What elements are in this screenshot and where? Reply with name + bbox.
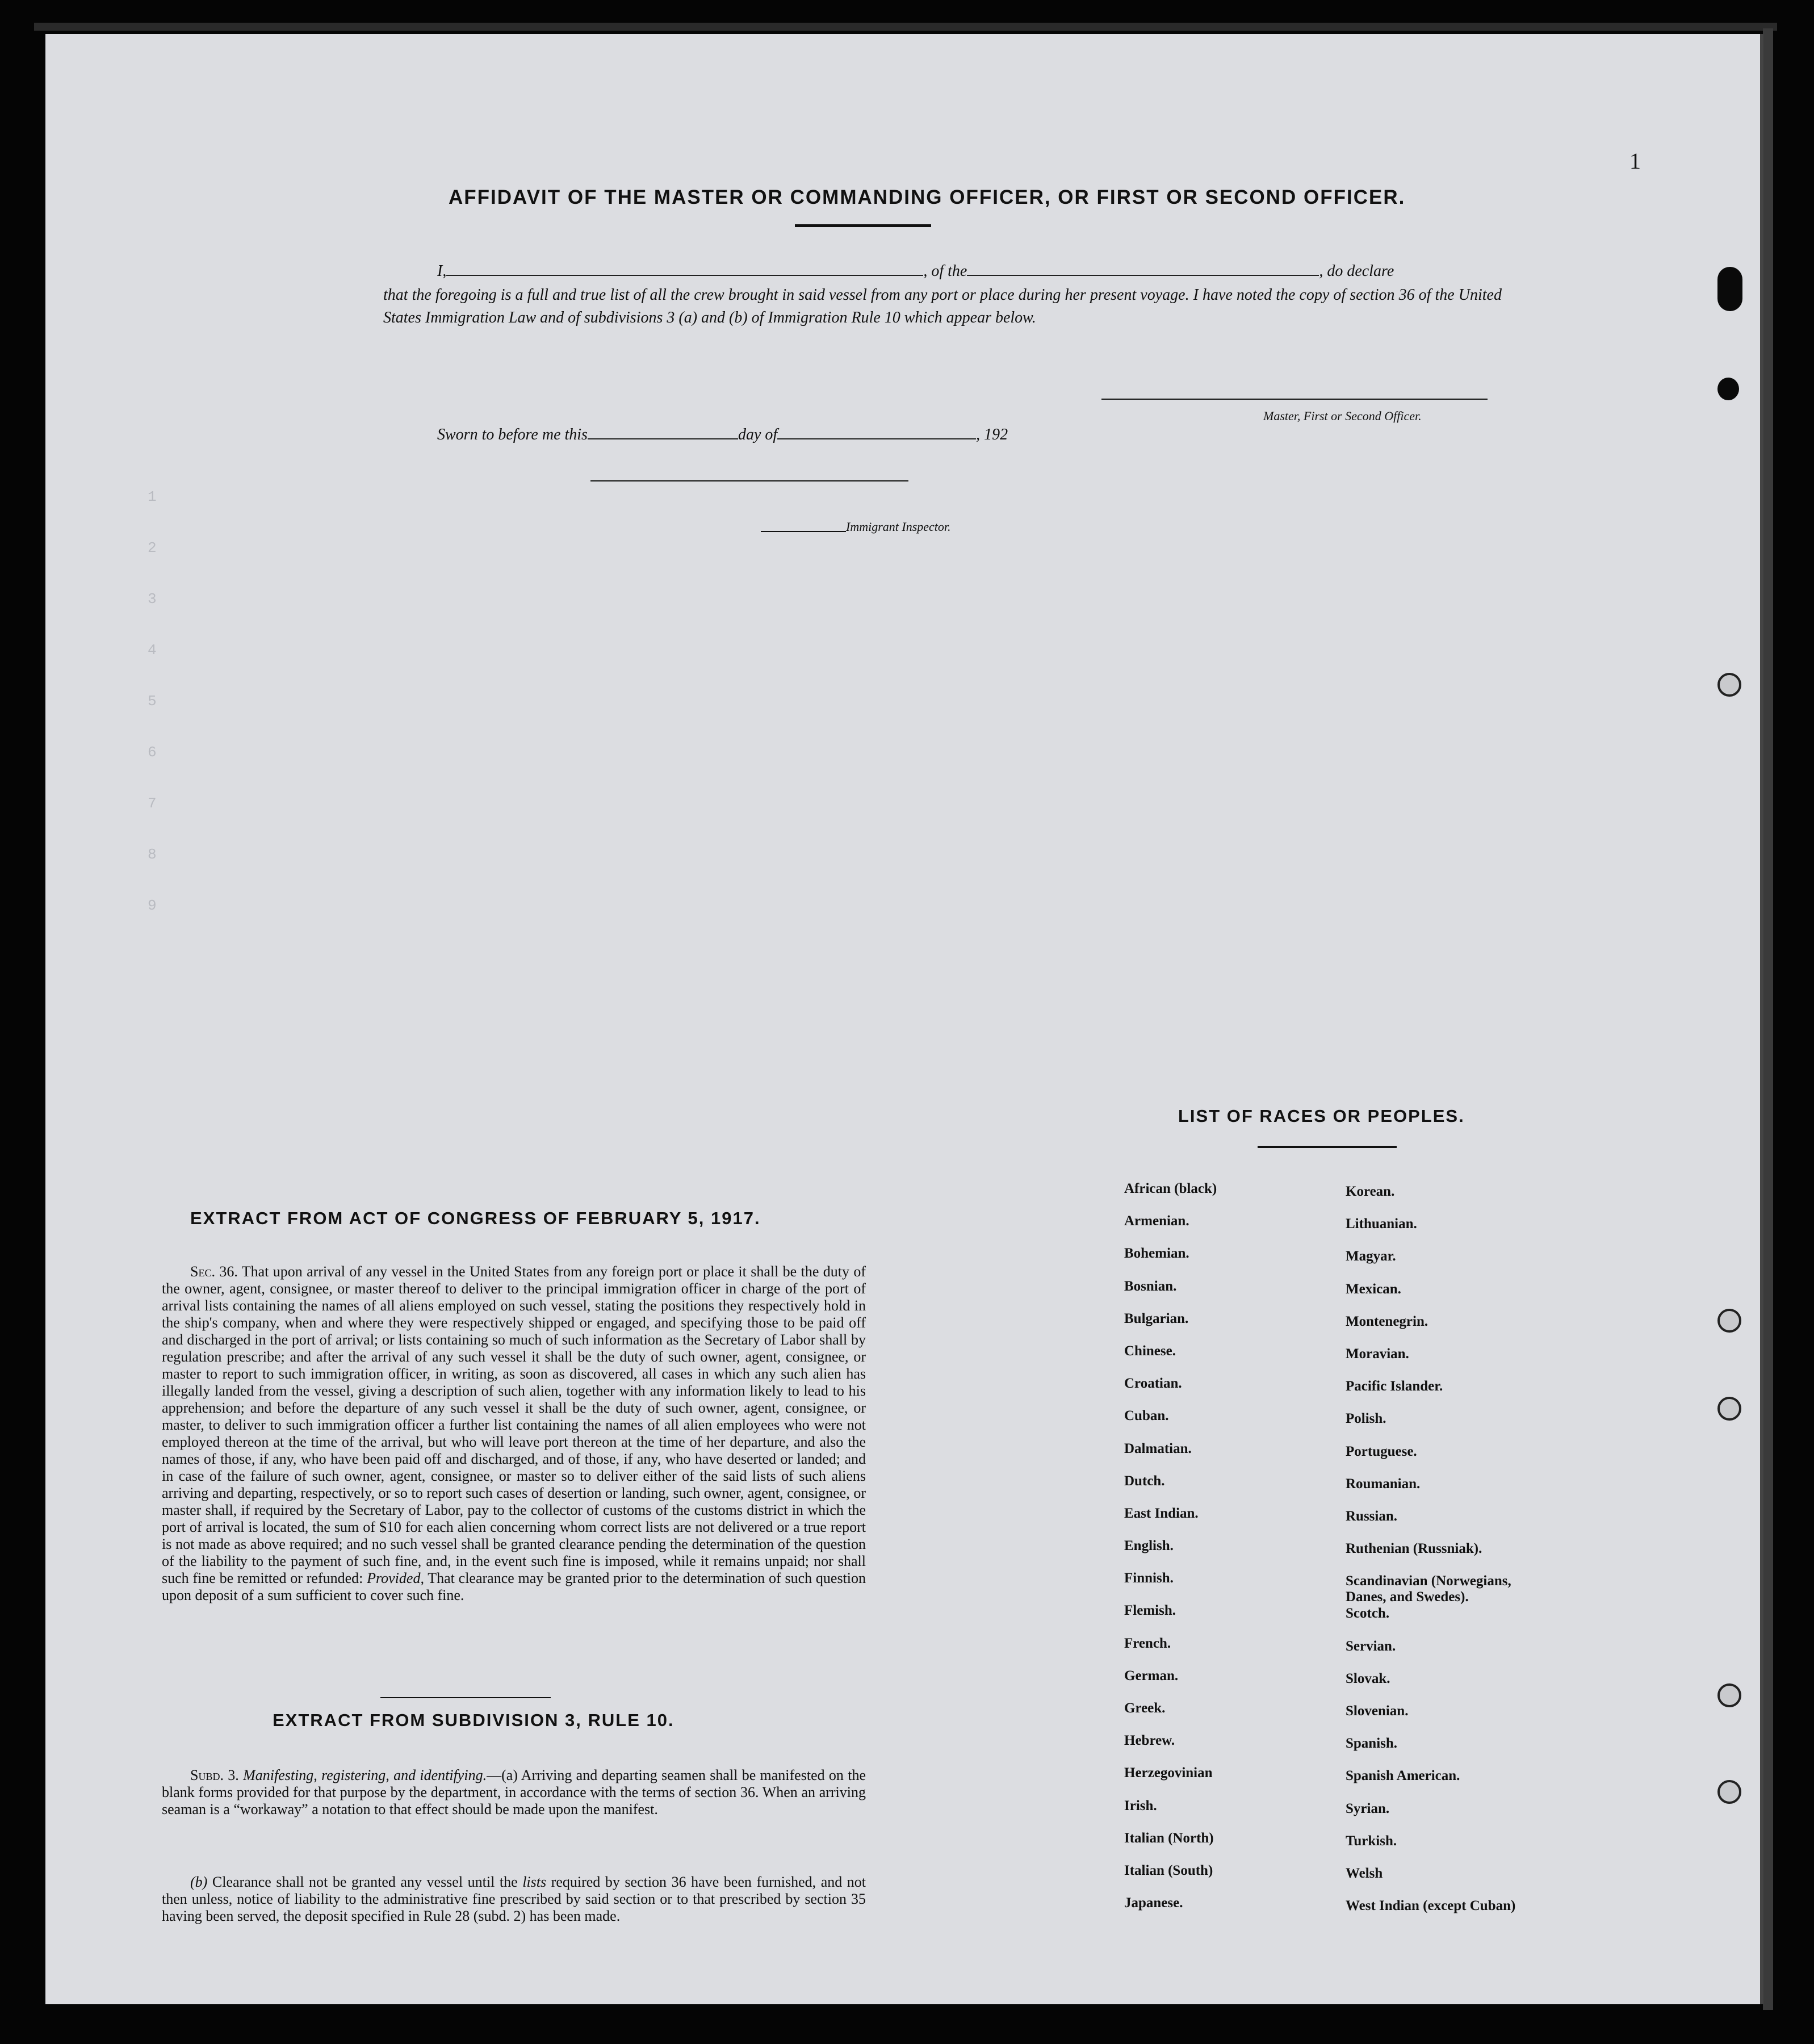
- master-signature-label: Master, First or Second Officer.: [1263, 409, 1422, 423]
- rule-extract-title: EXTRACT FROM SUBDIVISION 3, RULE 10.: [273, 1710, 675, 1730]
- subd-3-heading: Manifesting, registering, and identifying.: [243, 1767, 487, 1783]
- race-item: Polish.: [1346, 1411, 1386, 1427]
- race-item: Hebrew.: [1124, 1733, 1175, 1749]
- act-extract-title: EXTRACT FROM ACT OF CONGRESS OF FEBRUARY 5, 1917.: [190, 1208, 761, 1228]
- race-item: Scandinavian (Norwegians, Danes, and Swedes).: [1346, 1573, 1511, 1605]
- races-left-column: [1124, 1181, 1217, 1928]
- subd-3-a-text: —(a) Arriving and departing seamen shall be manifested on the blank forms provided for that purpose by the department, in accordance with the terms of section 36. When an arriving seaman is a “workaway” a notation to that effect should be made upon the manifest.: [162, 1767, 866, 1817]
- race-item: French.: [1124, 1635, 1171, 1651]
- binder-hole: [1717, 267, 1742, 311]
- race-item: Servian.: [1346, 1638, 1396, 1654]
- race-item: Lithuanian.: [1346, 1216, 1417, 1232]
- race-item: Croatian.: [1124, 1376, 1182, 1392]
- inspector-top-line[interactable]: [590, 480, 908, 481]
- declarant-label: I,: [437, 262, 447, 280]
- race-item: Welsh: [1346, 1865, 1383, 1881]
- sworn-month-field[interactable]: [777, 438, 976, 439]
- race-item: Greek.: [1124, 1700, 1166, 1716]
- race-item: African (black): [1124, 1181, 1217, 1196]
- vessel-name-field[interactable]: [967, 275, 1319, 276]
- day-of-label: day of: [738, 426, 778, 443]
- sworn-year-label: , 192: [976, 426, 1008, 443]
- binder-hole: [1717, 1780, 1741, 1804]
- affidavit-declaration-line: [437, 262, 1505, 280]
- race-item: Russian.: [1346, 1508, 1398, 1524]
- race-item: Scotch.: [1346, 1606, 1390, 1622]
- race-item: Bohemian.: [1124, 1246, 1189, 1262]
- race-item: Moravian.: [1346, 1346, 1409, 1362]
- race-item: German.: [1124, 1668, 1179, 1683]
- inspector-label: Immigrant Inspector.: [846, 520, 951, 534]
- declarant-name-field[interactable]: [446, 275, 923, 276]
- affidavit-body: that the foregoing is a full and true list of all the crew brought in said vessel from any port or place during her present voyage. I have noted the copy of section 36 of the United States Immigration Law and of subdivisions 3 (a) and (b) of Immigration Rule 10 which appear below.: [383, 286, 1502, 326]
- race-item: Italian (North): [1124, 1830, 1214, 1846]
- races-title: LIST OF RACES OR PEOPLES.: [1178, 1106, 1465, 1126]
- race-item: Spanish American.: [1346, 1768, 1460, 1784]
- b-lists: lists: [522, 1874, 547, 1890]
- race-item: Bosnian.: [1124, 1278, 1177, 1294]
- race-item: Flemish.: [1124, 1603, 1176, 1619]
- binder-hole: [1717, 673, 1741, 697]
- race-item: Irish.: [1124, 1798, 1157, 1813]
- sec-36-label: Sec. 36.: [190, 1263, 238, 1280]
- act-extract-text: [162, 1263, 866, 1604]
- race-item: Italian (South): [1124, 1862, 1213, 1878]
- rule-extract-b: [162, 1874, 866, 1925]
- master-signature-line[interactable]: [1101, 399, 1488, 400]
- b-text-1: Clearance shall not be granted any vessel until the: [212, 1874, 518, 1890]
- race-item: Dalmatian.: [1124, 1440, 1192, 1456]
- race-item: Syrian.: [1346, 1800, 1390, 1816]
- b-text-2: required by section 36 have been furnished, and not then unless, notice of liability to the administrative fine prescribed by said section or to that prescribed by section 35 having been served, the deposit specified in Rule 28 (subd. 2) has been made.: [162, 1874, 866, 1924]
- back-sheet-edge: [1763, 28, 1773, 2010]
- race-item: Chinese.: [1124, 1343, 1176, 1359]
- race-item: Montenegrin.: [1346, 1313, 1428, 1329]
- sec-36-body: That upon arrival of any vessel in the United States from any foreign port or place it shall be the duty of the owner, agent, consignee, or master thereof to deliver to the principal immigration officer in charge of the port of arrival lists containing the names of all aliens employed on such vessel, stating the positions they respectively hold in the ship's company, when and where they were respectively shipped or engaged, and specifying those to be paid off and discharged in the port of arrival; or lists containing so much of such information as the Secretary of Labor shall by regulation prescribe; and after the arrival of any such vessel it shall be the duty of such owner, agent, consignee, or master to report to such immigration officer, in writing, as soon as discovered, all cases in which any such alien has illegally landed from the vessel, giving a description of such alien, together with any information likely to lead to his apprehension; and before the departure of any such vessel it shall be the duty of such owner, agent, consignee, or master, to deliver to such immigration officer a further list containing the names of all alien employees who were not employed thereon at the time of the arrival, but who will leave port thereon at the time of her departure, and also the names of those, if any, who have been paid off and discharged, and of those, if any, who have deserted or landed; and in case of the failure of such owner, agent, consignee, or master so to deliver either of the said lists of such aliens arriving and departing, respectively, or so to report such cases of desertion or landing, such owner, agent, consignee, or master shall, if required by the Secretary of Labor, pay to the collector of customs of the customs district in which the port of arrival is located, the sum of $10 for each alien concerning whom correct lists are not delivered or a true report is not made as above required; and no such vessel shall be granted clearance pending the determination of the question of the liability to the payment of such fine, and, in the event such fine is imposed, while it remains unpaid; nor shall such fine be remitted or refunded:: [162, 1263, 866, 1586]
- subd-3-label: Subd. 3.: [190, 1767, 239, 1783]
- binder-hole: [1717, 1309, 1741, 1333]
- sworn-line: [437, 426, 1008, 444]
- race-item: Spanish.: [1346, 1736, 1398, 1752]
- proviso-label: Provided,: [367, 1570, 424, 1586]
- binder-hole: [1717, 1683, 1741, 1707]
- race-item: Armenian.: [1124, 1213, 1189, 1229]
- proviso-text: That clearance may be granted prior to the determination of such question upon deposit of a sum sufficient to cover such fine.: [162, 1570, 866, 1603]
- race-item: West Indian (except Cuban): [1346, 1898, 1516, 1914]
- document-page: 1 2 3 4 5 6 7 8 9 1 AFFIDAVIT OF THE MASTER OR COMMANDING OFFICER, OR FIRST OR SECOND OFFICER. I, , of the , do declare that the foregoing is a full and true list of all the crew brought in said vessel from any port or place during her present voyage. I have noted the copy of section 36 of the United States Immigration Law and of subdivisions 3 (a) and (b) of Immigration Rule 10 which appear below. Master, First or Second Officer. Sworn to before me this day of , 192 Immigrant Inspector. EXTRACT FROM ACT OF CONGRESS OF FEBRUARY 5, 1917. Sec. 36. That upon arrival of any vessel in the United States from any foreign port or place it shall be the duty of the owner, agent, consignee, or master thereof to deliver to the principal immigration officer in charge of the port of arrival lists containing the names of all aliens employed on such vessel, stating the positions they respectively hold in the ship's company, when and where they were respectively shipped or engaged, and specifying those to be paid off and discharged in the port of arrival; or lists containing so much of such information as the Secretary of Labor shall by regulation prescribe; and after the arrival of any such vessel it shall be the duty of such owner, agent, consignee, or master to report to such immigration officer, in writing, as soon as discovered, all cases in which any such alien has illegally landed from the vessel, giving a description of such alien, together with any information likely to lead to his apprehension; and before the departure of any such vessel it shall be the duty of such owner, agent, consignee, or master, to deliver to such immigration officer a further list containing the names of all alien employees who were not employed thereon at the time of the arrival, but who will leave port thereon at the time of her departure, and also the names of those, if any, who have been paid off and discharged, and of those, if any, who have deserted or landed; and in case of the failure of such owner, agent, consignee, or master so to deliver either of the said lists of such aliens arriving and departing, respectively, or so to report such cases of desertion or landing, such owner, agent, consignee, or master shall, if required by the Secretary of Labor, pay to the collector of customs of the customs district in which the port of arrival is located, the sum of $10 for each alien concerning whom correct lists are not delivered or a true report is not made as above required; and no such vessel shall be granted clearance pending the determination of the question of the liability to the payment of such fine, and, in the event such fine is imposed, while it remains unpaid; nor shall such fine be remitted or refunded: Provided, That clearance may be granted prior to the determination of such question upon deposit of a sum sufficient to cover such fine. EXTRACT FROM SUBDIVISION 3, RULE 10. Subd. 3. Manifesting, registering, and identifying.—(a) Arriving and departing seamen shall be manifested on the blank forms provided for that purpose by the department, in accordance with the terms of section 36. When an arriving seaman is a “workaway” a notation to that effect should be made upon the manifest. (b) Clearance shall not be granted any vessel until the lists required by section 36 have been furnished, and not then unless, notice of liability to the administrative fine prescribed by said section or to that prescribed by section 35 having been served, the deposit specified in Rule 28 (subd. 2) has been made. LIST OF RACES OR PEOPLES. African (black) Armenian. Bohemian. Bosnian. Bulgarian. Chinese. Croatian. Cuban. Dalmatian. Dutch. East Indian. English. Finnish. Flemish. French. German. Greek. Hebrew. Herzegovinian Irish. Italian (North) Italian (South) Japanese. Korean. Lithuanian. Magyar. Mexican. Montenegrin. Moravian. Pacific Islander. Polish. Portuguese. Roumanian. Russian. Ruthenian (Russniak). Scandinavian (Norwegians, Danes, and Swedes). Scotch. Servian. Slovak. Slovenian. Spanish. Spanish American. Syrian. Turkish. Welsh West Indian (except Cuban): [45, 34, 1763, 2004]
- race-item: Korean.: [1346, 1184, 1395, 1199]
- race-item: Turkish.: [1346, 1833, 1397, 1849]
- race-item: Japanese.: [1124, 1895, 1183, 1911]
- race-item: Slovenian.: [1346, 1703, 1409, 1719]
- race-item: East Indian.: [1124, 1505, 1199, 1521]
- races-title-rule: [1258, 1146, 1397, 1148]
- race-item: Bulgarian.: [1124, 1310, 1189, 1326]
- race-item: Dutch.: [1124, 1473, 1165, 1489]
- binder-hole: [1717, 1397, 1741, 1421]
- rule-section-divider: [380, 1697, 551, 1698]
- back-sheet-edge: [34, 23, 1777, 31]
- affidavit-title-rule: [795, 224, 931, 227]
- sworn-day-field[interactable]: [588, 438, 738, 439]
- races-right-column: [1346, 1184, 1515, 1930]
- declare-label: , do declare: [1319, 262, 1394, 280]
- race-item: Portuguese.: [1346, 1443, 1417, 1459]
- race-item: Slovak.: [1346, 1670, 1390, 1686]
- race-item: Pacific Islander.: [1346, 1379, 1443, 1394]
- race-item: Magyar.: [1346, 1249, 1396, 1264]
- margin-mark: 1: [1629, 148, 1641, 174]
- race-item: Roumanian.: [1346, 1476, 1421, 1492]
- race-item: Cuban.: [1124, 1408, 1169, 1424]
- rule-extract-text: [162, 1767, 866, 1818]
- race-item: English.: [1124, 1538, 1174, 1554]
- b-label: (b): [190, 1874, 208, 1890]
- sworn-label: Sworn to before me this: [437, 426, 588, 443]
- affidavit-title: AFFIDAVIT OF THE MASTER OR COMMANDING OFFICER, OR FIRST OR SECOND OFFICER.: [449, 186, 1406, 208]
- race-item: Finnish.: [1124, 1570, 1174, 1586]
- vessel-label: , of the: [923, 262, 967, 280]
- inspector-signature-line[interactable]: [761, 531, 846, 532]
- race-item: Ruthenian (Russniak).: [1346, 1541, 1482, 1557]
- race-item: Herzegovinian: [1124, 1765, 1213, 1781]
- race-item: Mexican.: [1346, 1281, 1401, 1297]
- binder-hole: [1717, 378, 1739, 400]
